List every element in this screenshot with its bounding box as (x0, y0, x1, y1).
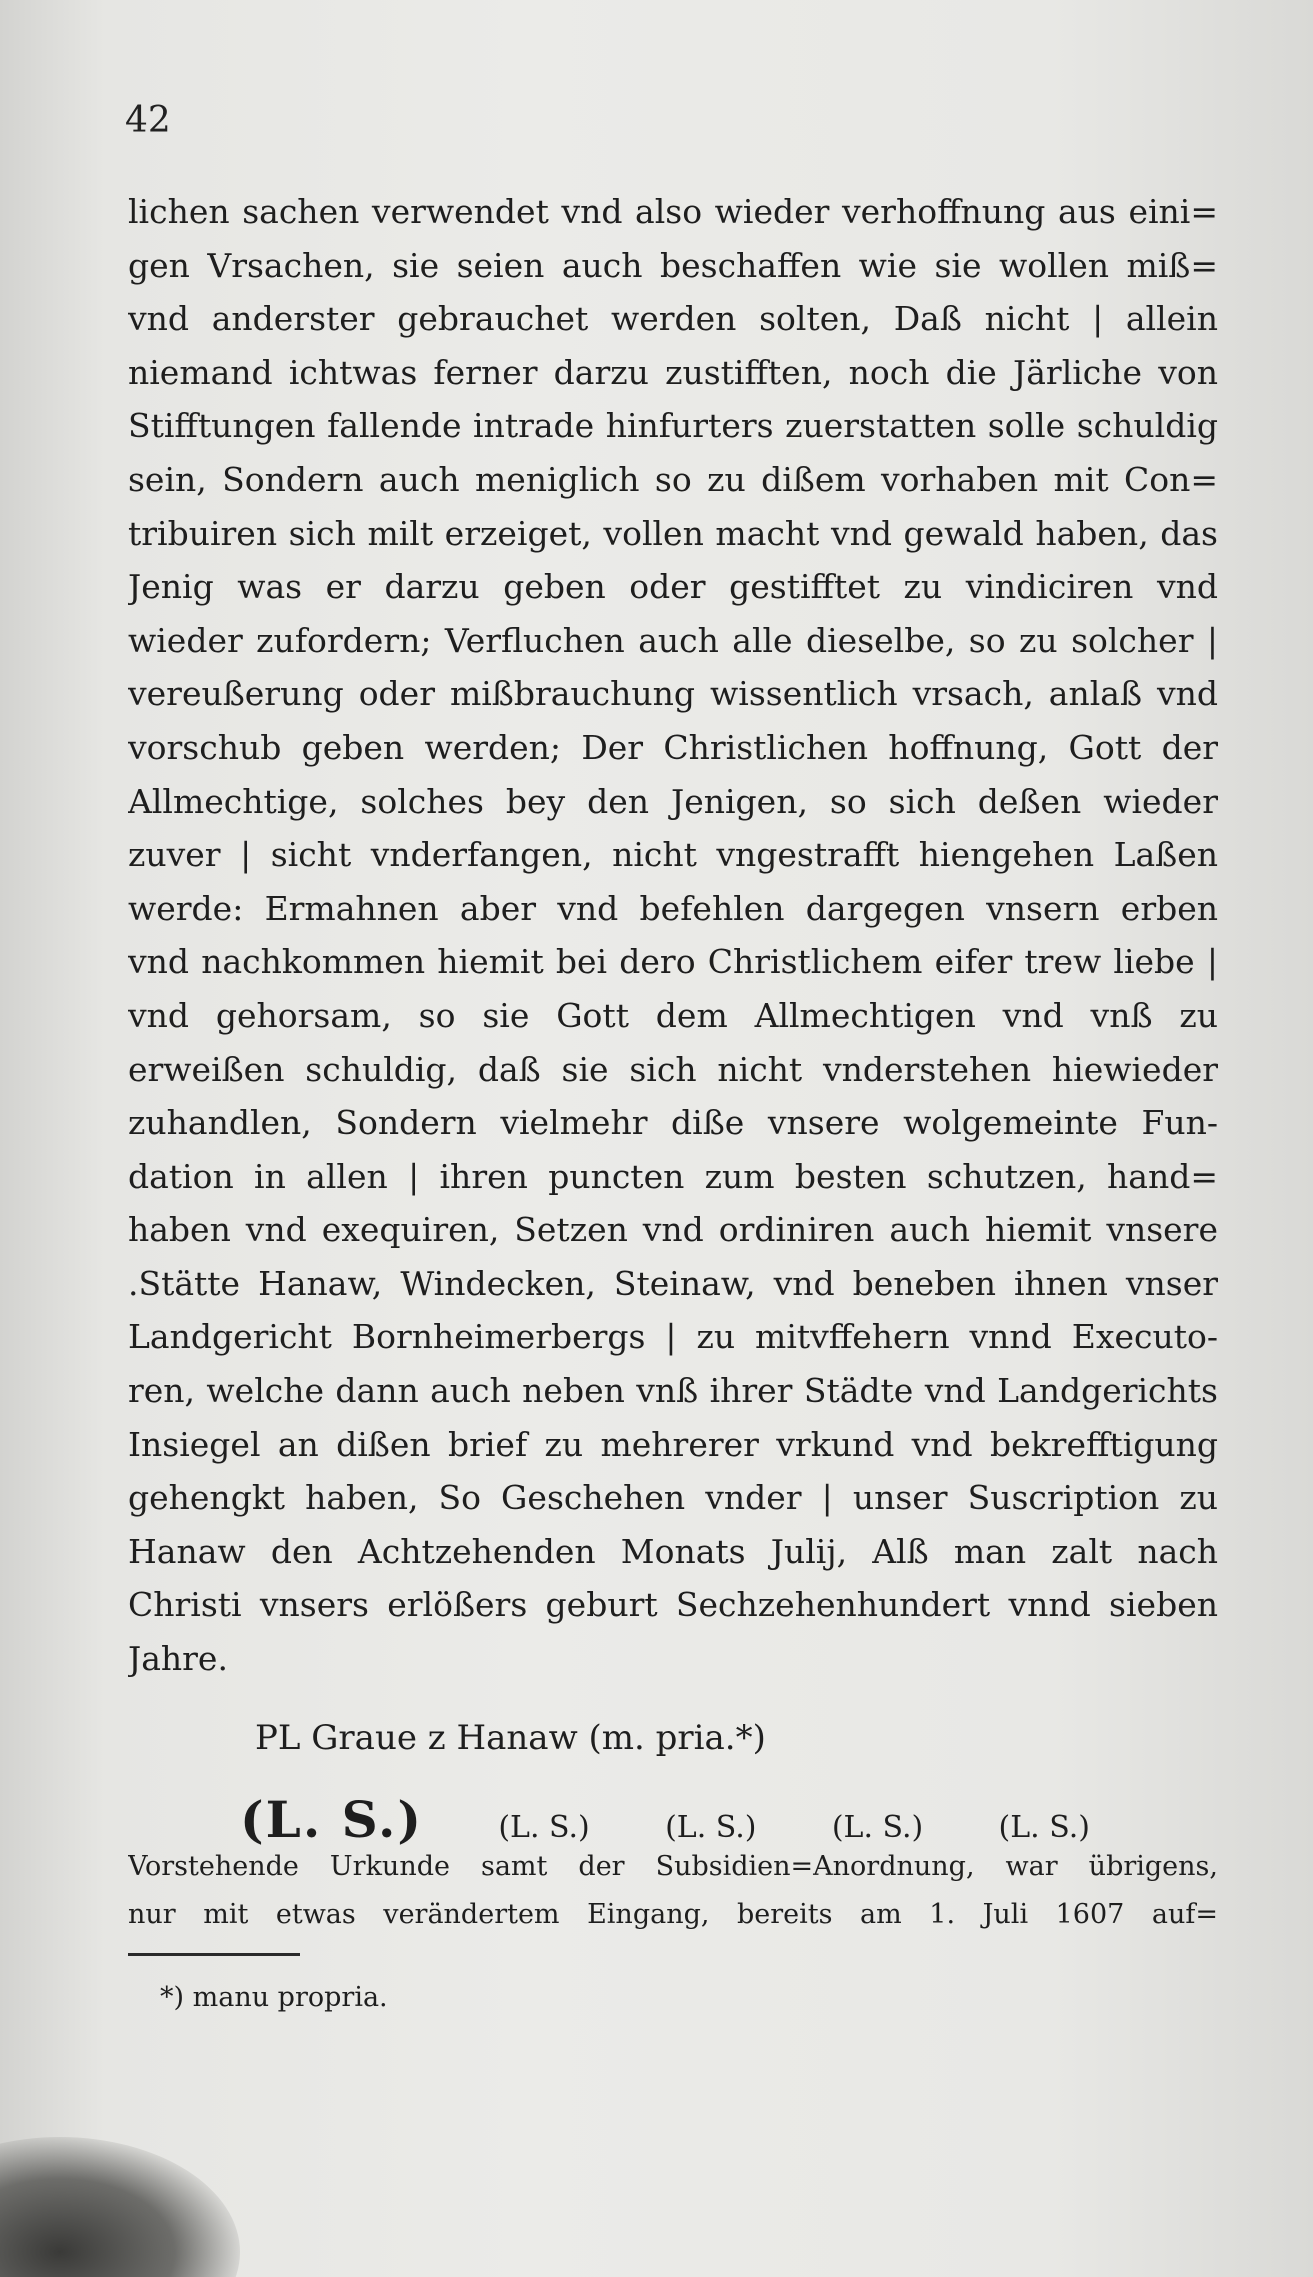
note-line: nur mit etwas verändertem Eingang, bereits am 1. Juli 1607 auf= (128, 1899, 1218, 1930)
body-text (128, 185, 1218, 1686)
seal-mark: (L. S.) (665, 1810, 757, 1845)
text-line: ren, welche dann auch neben vnß ihrer Städte vnd Landgerichts (128, 1371, 1218, 1411)
text-line: gen Vrsachen, sie seien auch beschaffen wie sie wollen miß= (128, 245, 1218, 285)
text-line: Jahre. (128, 1639, 228, 1679)
text-line: vnd gehorsam, so sie Gott dem Allmechtigen vnd vnß zu (128, 995, 1218, 1035)
text-line: sein, Sondern auch meniglich so zu dißem vorhaben mit Con= (128, 459, 1218, 499)
text-line: niemand ichtwas ferner darzu zustifften, noch die Järliche von (128, 352, 1218, 392)
signature: PL Graue z Hanaw (m. pria.*) (255, 1718, 766, 1758)
footnote-divider (128, 1953, 300, 1956)
seal-mark: (L. S.) (498, 1810, 590, 1845)
text-line: Landgericht Bornheimerbergs | zu mitvffehern vnnd Executo- (128, 1317, 1218, 1357)
text-line: werde: Ermahnen aber vnd befehlen dargegen vnsern erben (128, 888, 1218, 928)
text-line: Hanaw den Achtzehenden Monats Julij, Alß man zalt nach (128, 1531, 1218, 1571)
text-line: wieder zufordern; Verfluchen auch alle dieselbe, so zu solcher | (128, 620, 1218, 660)
text-line: dation in allen | ihren puncten zum besten schutzen, hand= (128, 1156, 1218, 1196)
note-line: Vorstehende Urkunde samt der Subsidien=Anordnung, war übrigens, (128, 1851, 1218, 1882)
footnote: *) manu propria. (160, 1982, 388, 2013)
scan-shadow (0, 2137, 240, 2277)
text-line: Jenig was er darzu geben oder gestifftet zu vindiciren vnd (128, 567, 1218, 607)
text-line: vorschub geben werden; Der Christlichen hoffnung, Gott der (128, 727, 1218, 767)
text-line: vereußerung oder mißbrauchung wissentlich vrsach, anlaß vnd (128, 674, 1218, 714)
text-line: lichen sachen verwendet vnd also wieder verhoffnung aus eini= (128, 192, 1218, 231)
text-line: haben vnd exequiren, Setzen vnd ordiniren auch hiemit vnsere (128, 1210, 1218, 1250)
seal-row (240, 1790, 1090, 1849)
text-line: tribuiren sich milt erzeiget, vollen macht vnd gewald haben, das (128, 513, 1218, 553)
text-line: .Stätte Hanaw, Windecken, Steinaw, vnd beneben ihnen vnser (128, 1263, 1218, 1303)
text-line: gehengkt haben, So Geschehen vnder | unser Suscription zu (128, 1478, 1218, 1518)
text-line: erweißen schuldig, daß sie sich nicht vnderstehen hiewieder (128, 1049, 1218, 1089)
text-line: vnd nachkommen hiemit bei dero Christlichem eifer trew liebe | (128, 942, 1218, 982)
seal-mark: (L. S.) (831, 1810, 924, 1845)
editor-note (128, 1843, 1218, 1939)
seal-mark: (L. S.) (240, 1790, 424, 1849)
seal-mark: (L. S.) (998, 1810, 1090, 1845)
text-line: Insiegel an dißen brief zu mehrerer vrkund vnd bekrefftigung (128, 1424, 1218, 1464)
page-number: 42 (125, 100, 171, 141)
text-line: Stifftungen fallende intrade hinfurters zuerstatten solle schuldig (128, 406, 1218, 446)
text-line: vnd anderster gebrauchet werden solten, Daß nicht | allein (128, 299, 1218, 339)
text-line: Allmechtige, solches bey den Jenigen, so sich deßen wieder (128, 781, 1218, 821)
text-line: Christi vnsers erlößers geburt Sechzehenhundert vnnd sieben (128, 1585, 1218, 1625)
text-line: zuhandlen, Sondern vielmehr diße vnsere wolgemeinte Fun- (128, 1103, 1218, 1143)
text-line: zuver | sicht vnderfangen, nicht vngestrafft hiengehen Laßen (128, 835, 1218, 875)
